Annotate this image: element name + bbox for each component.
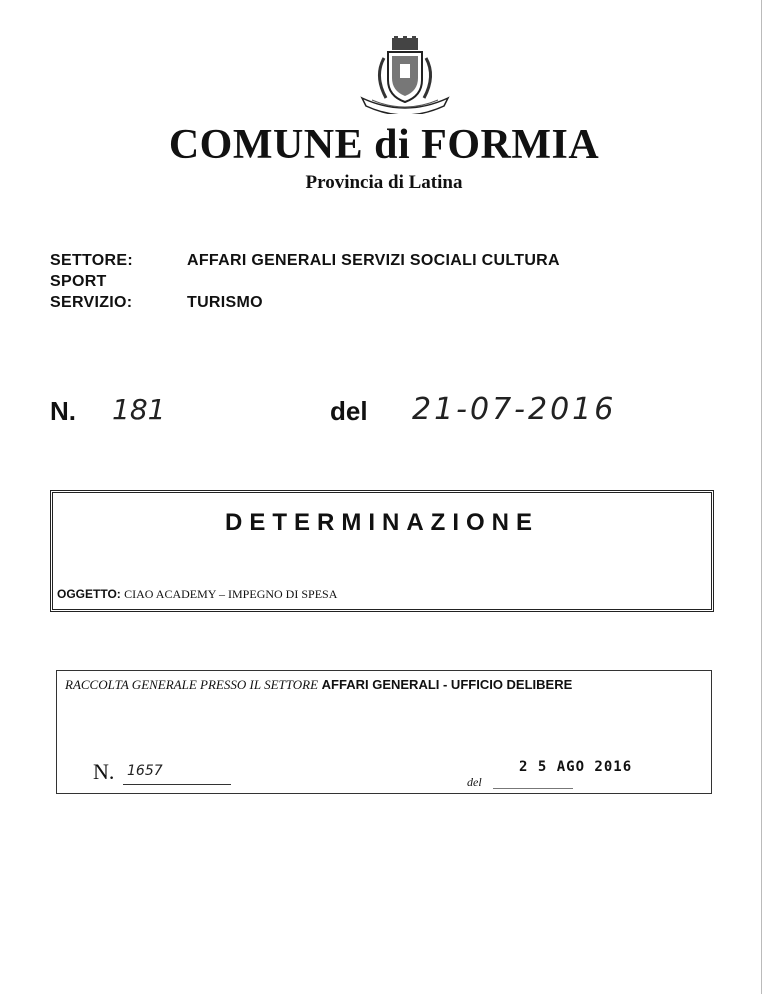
stamped-date: 2 5 AGO 2016: [519, 759, 633, 775]
oggetto-value: CIAO ACADEMY – IMPEGNO DI SPESA: [124, 587, 338, 601]
raccolta-del-underline: [493, 788, 573, 789]
number-label: N.: [50, 396, 76, 426]
municipality-title: COMUNE di FORMIA: [168, 122, 600, 168]
municipal-crest-icon: [356, 36, 454, 114]
determinazione-box: [50, 490, 714, 612]
raccolta-heading: [65, 677, 572, 693]
raccolta-italic-text: RACCOLTA GENERALE PRESSO IL SETTORE: [65, 677, 319, 692]
raccolta-number-label: N.: [93, 759, 115, 784]
raccolta-number-underline: [123, 784, 231, 785]
servizio-label: SERVIZIO:: [50, 294, 133, 311]
sport-label: SPORT: [50, 273, 107, 290]
servizio-value: TURISMO: [187, 294, 263, 311]
raccolta-bold-text: AFFARI GENERALI - UFFICIO DELIBERE: [321, 677, 573, 692]
handwritten-date: 21-07-2016: [412, 392, 617, 427]
determinazione-title: DETERMINAZIONE: [225, 509, 539, 536]
del-label: del: [330, 396, 368, 426]
oggetto-label: OGGETTO:: [57, 587, 121, 601]
settore-value: AFFARI GENERALI SERVIZI SOCIALI CULTURA: [187, 252, 560, 269]
raccolta-del-label: del: [467, 775, 482, 789]
handwritten-number: 181: [112, 393, 166, 426]
raccolta-box: [56, 670, 712, 794]
raccolta-handwritten-number: 1657: [127, 763, 163, 779]
settore-label: SETTORE:: [50, 252, 134, 269]
province-subtitle: Provincia di Latina: [305, 172, 463, 193]
oggetto-line: [57, 587, 337, 602]
